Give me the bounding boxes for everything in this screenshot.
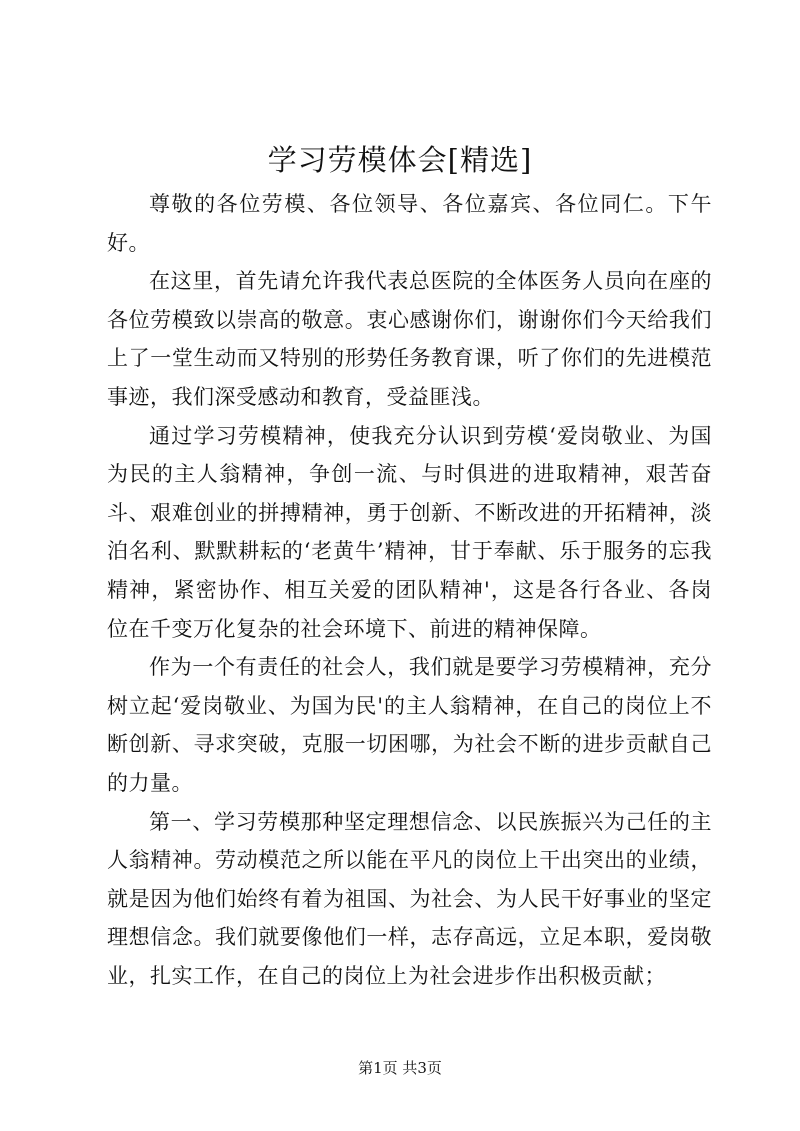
paragraph-greeting: 尊敬的各位劳模、各位领导、各位嘉宾、各位同仁。下午好。	[107, 192, 712, 255]
paragraph-first-point: 第一、学习劳模那种坚定理想信念、以民族振兴为己任的主人翁精神。劳动模范之所以能在平凡的岗位上干出突出的业绩，就是因为他们始终有着为祖国、为社会、为人民干好事业的坚定理想信念。我们就要像他们一样，志存高远，立足本职，爱岗敬业，扎实工作，在自己的岗位上为社会进步作出积极贡献；	[107, 809, 712, 988]
paragraph-thanks: 在这里，首先请允许我代表总医院的全体医务人员向在座的各位劳模致以崇高的敬意。衷心感谢你们，谢谢你们今天给我们上了一堂生动而又特别的形势任务教育课，听了你们的先进模范事迹，我们深受感动和教育，受益匪浅。	[107, 269, 712, 409]
paragraph-spirit: 通过学习劳模精神，使我充分认识到劳模‘爱岗敬业、为国为民的主人翁精神，争创一流、与时俱进的进取精神，艰苦奋斗、艰难创业的拼搏精神，勇于创新、不断改进的开拓精神，淡泊名利、默默耕耘的‘老黄牛’精神，甘于奉献、乐于服务的忘我精神，紧密协作、相互关爱的团队精神'，这是各行各业、各岗位在千变万化复杂的社会环境下、前进的精神保障。	[107, 423, 712, 641]
document-body	[107, 185, 712, 995]
page-footer: 第1页 共3页	[358, 1059, 442, 1077]
paragraph-responsibility: 作为一个有责任的社会人，我们就是要学习劳模精神，充分树立起‘爱岗敬业、为国为民'的主人翁精神，在自己的岗位上不断创新、寻求突破，克服一切困哪，为社会不断的进步贡献自己的力量。	[107, 655, 712, 795]
page-title: 学习劳模体会[精选]	[267, 143, 533, 177]
